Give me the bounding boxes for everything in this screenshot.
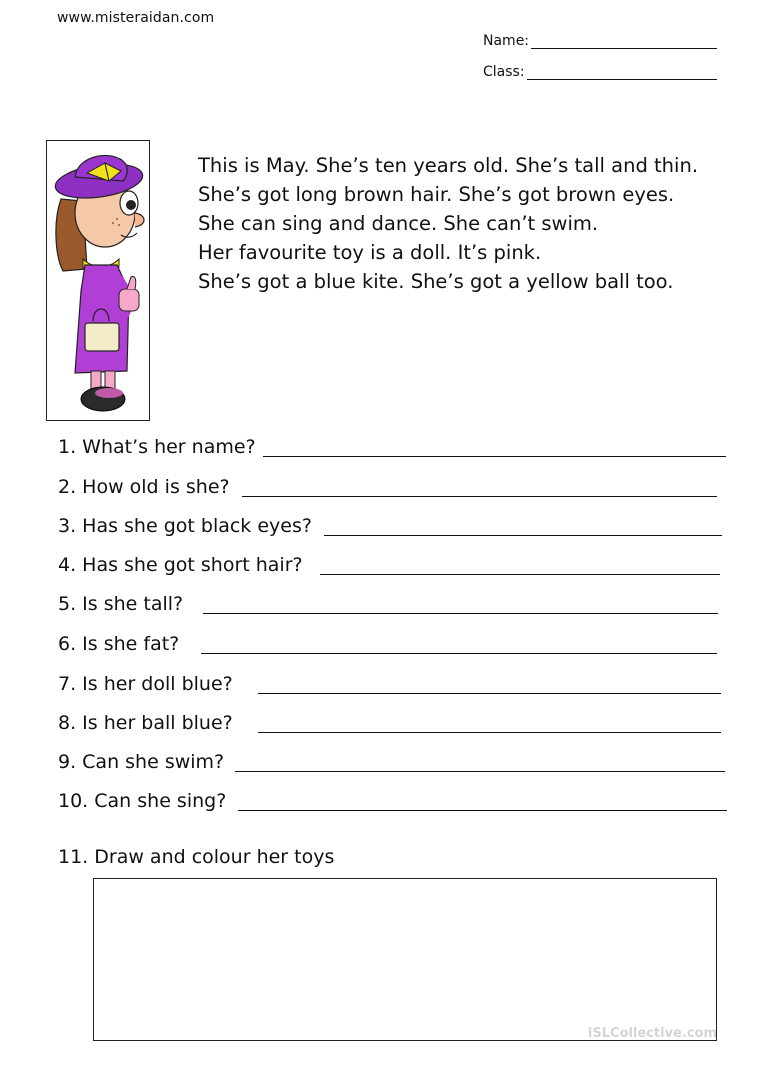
question-row bbox=[58, 476, 728, 502]
answer-line[interactable] bbox=[201, 653, 717, 654]
question-text: 1. What’s her name? bbox=[58, 436, 256, 458]
question-text: 8. Is her ball blue? bbox=[58, 712, 233, 734]
question-row bbox=[58, 436, 728, 462]
name-field bbox=[483, 33, 717, 49]
hand-shape bbox=[119, 289, 139, 311]
story-line: She’s got a blue kite. She’s got a yellow ball too. bbox=[198, 270, 674, 293]
girl-illustration-frame bbox=[46, 140, 150, 421]
story-line: She can sing and dance. She can’t swim. bbox=[198, 212, 599, 235]
girl-illustration bbox=[47, 141, 150, 421]
question-row bbox=[58, 554, 728, 580]
question-text: 9. Can she swim? bbox=[58, 751, 225, 773]
story-line: Her favourite toy is a doll. It’s pink. bbox=[198, 241, 542, 264]
question-text: 7. Is her doll blue? bbox=[58, 673, 233, 695]
answer-line[interactable] bbox=[238, 810, 727, 811]
story-line: This is May. She’s ten years old. She’s tall and thin. bbox=[198, 154, 699, 177]
handbag-shape bbox=[85, 323, 119, 351]
answer-line[interactable] bbox=[263, 456, 726, 457]
question-text: 6. Is she fat? bbox=[58, 633, 180, 655]
question-row bbox=[58, 712, 728, 738]
question-row bbox=[58, 751, 728, 777]
site-url: www.misteraidan.com bbox=[57, 10, 215, 26]
question-text: 3. Has she got black eyes? bbox=[58, 515, 312, 537]
answer-line[interactable] bbox=[258, 732, 721, 733]
answer-line[interactable] bbox=[242, 496, 717, 497]
answer-line[interactable] bbox=[258, 693, 721, 694]
question-text: 2. How old is she? bbox=[58, 476, 230, 498]
drawing-box[interactable] bbox=[93, 878, 717, 1041]
name-label: Name: bbox=[483, 33, 530, 49]
question-text: 10. Can she sing? bbox=[58, 790, 227, 812]
answer-line[interactable] bbox=[235, 771, 725, 772]
answer-line[interactable] bbox=[320, 574, 720, 575]
class-blank-line[interactable] bbox=[527, 65, 717, 80]
question-row bbox=[58, 633, 728, 659]
drawing-task-label: 11. Draw and colour her toys bbox=[58, 846, 335, 868]
question-row bbox=[58, 515, 728, 541]
name-blank-line[interactable] bbox=[531, 34, 717, 49]
question-text: 4. Has she got short hair? bbox=[58, 554, 303, 576]
story-text bbox=[198, 151, 698, 296]
answer-line[interactable] bbox=[203, 613, 718, 614]
watermark: iSLCollective.com bbox=[587, 1026, 717, 1041]
question-text: 5. Is she tall? bbox=[58, 593, 184, 615]
story-line: She’s got long brown hair. She’s got brown eyes. bbox=[198, 183, 675, 206]
answer-line[interactable] bbox=[324, 535, 722, 536]
question-row bbox=[58, 593, 728, 619]
question-row bbox=[58, 673, 728, 699]
class-field bbox=[483, 64, 717, 80]
question-row bbox=[58, 790, 730, 816]
class-label: Class: bbox=[483, 64, 525, 80]
